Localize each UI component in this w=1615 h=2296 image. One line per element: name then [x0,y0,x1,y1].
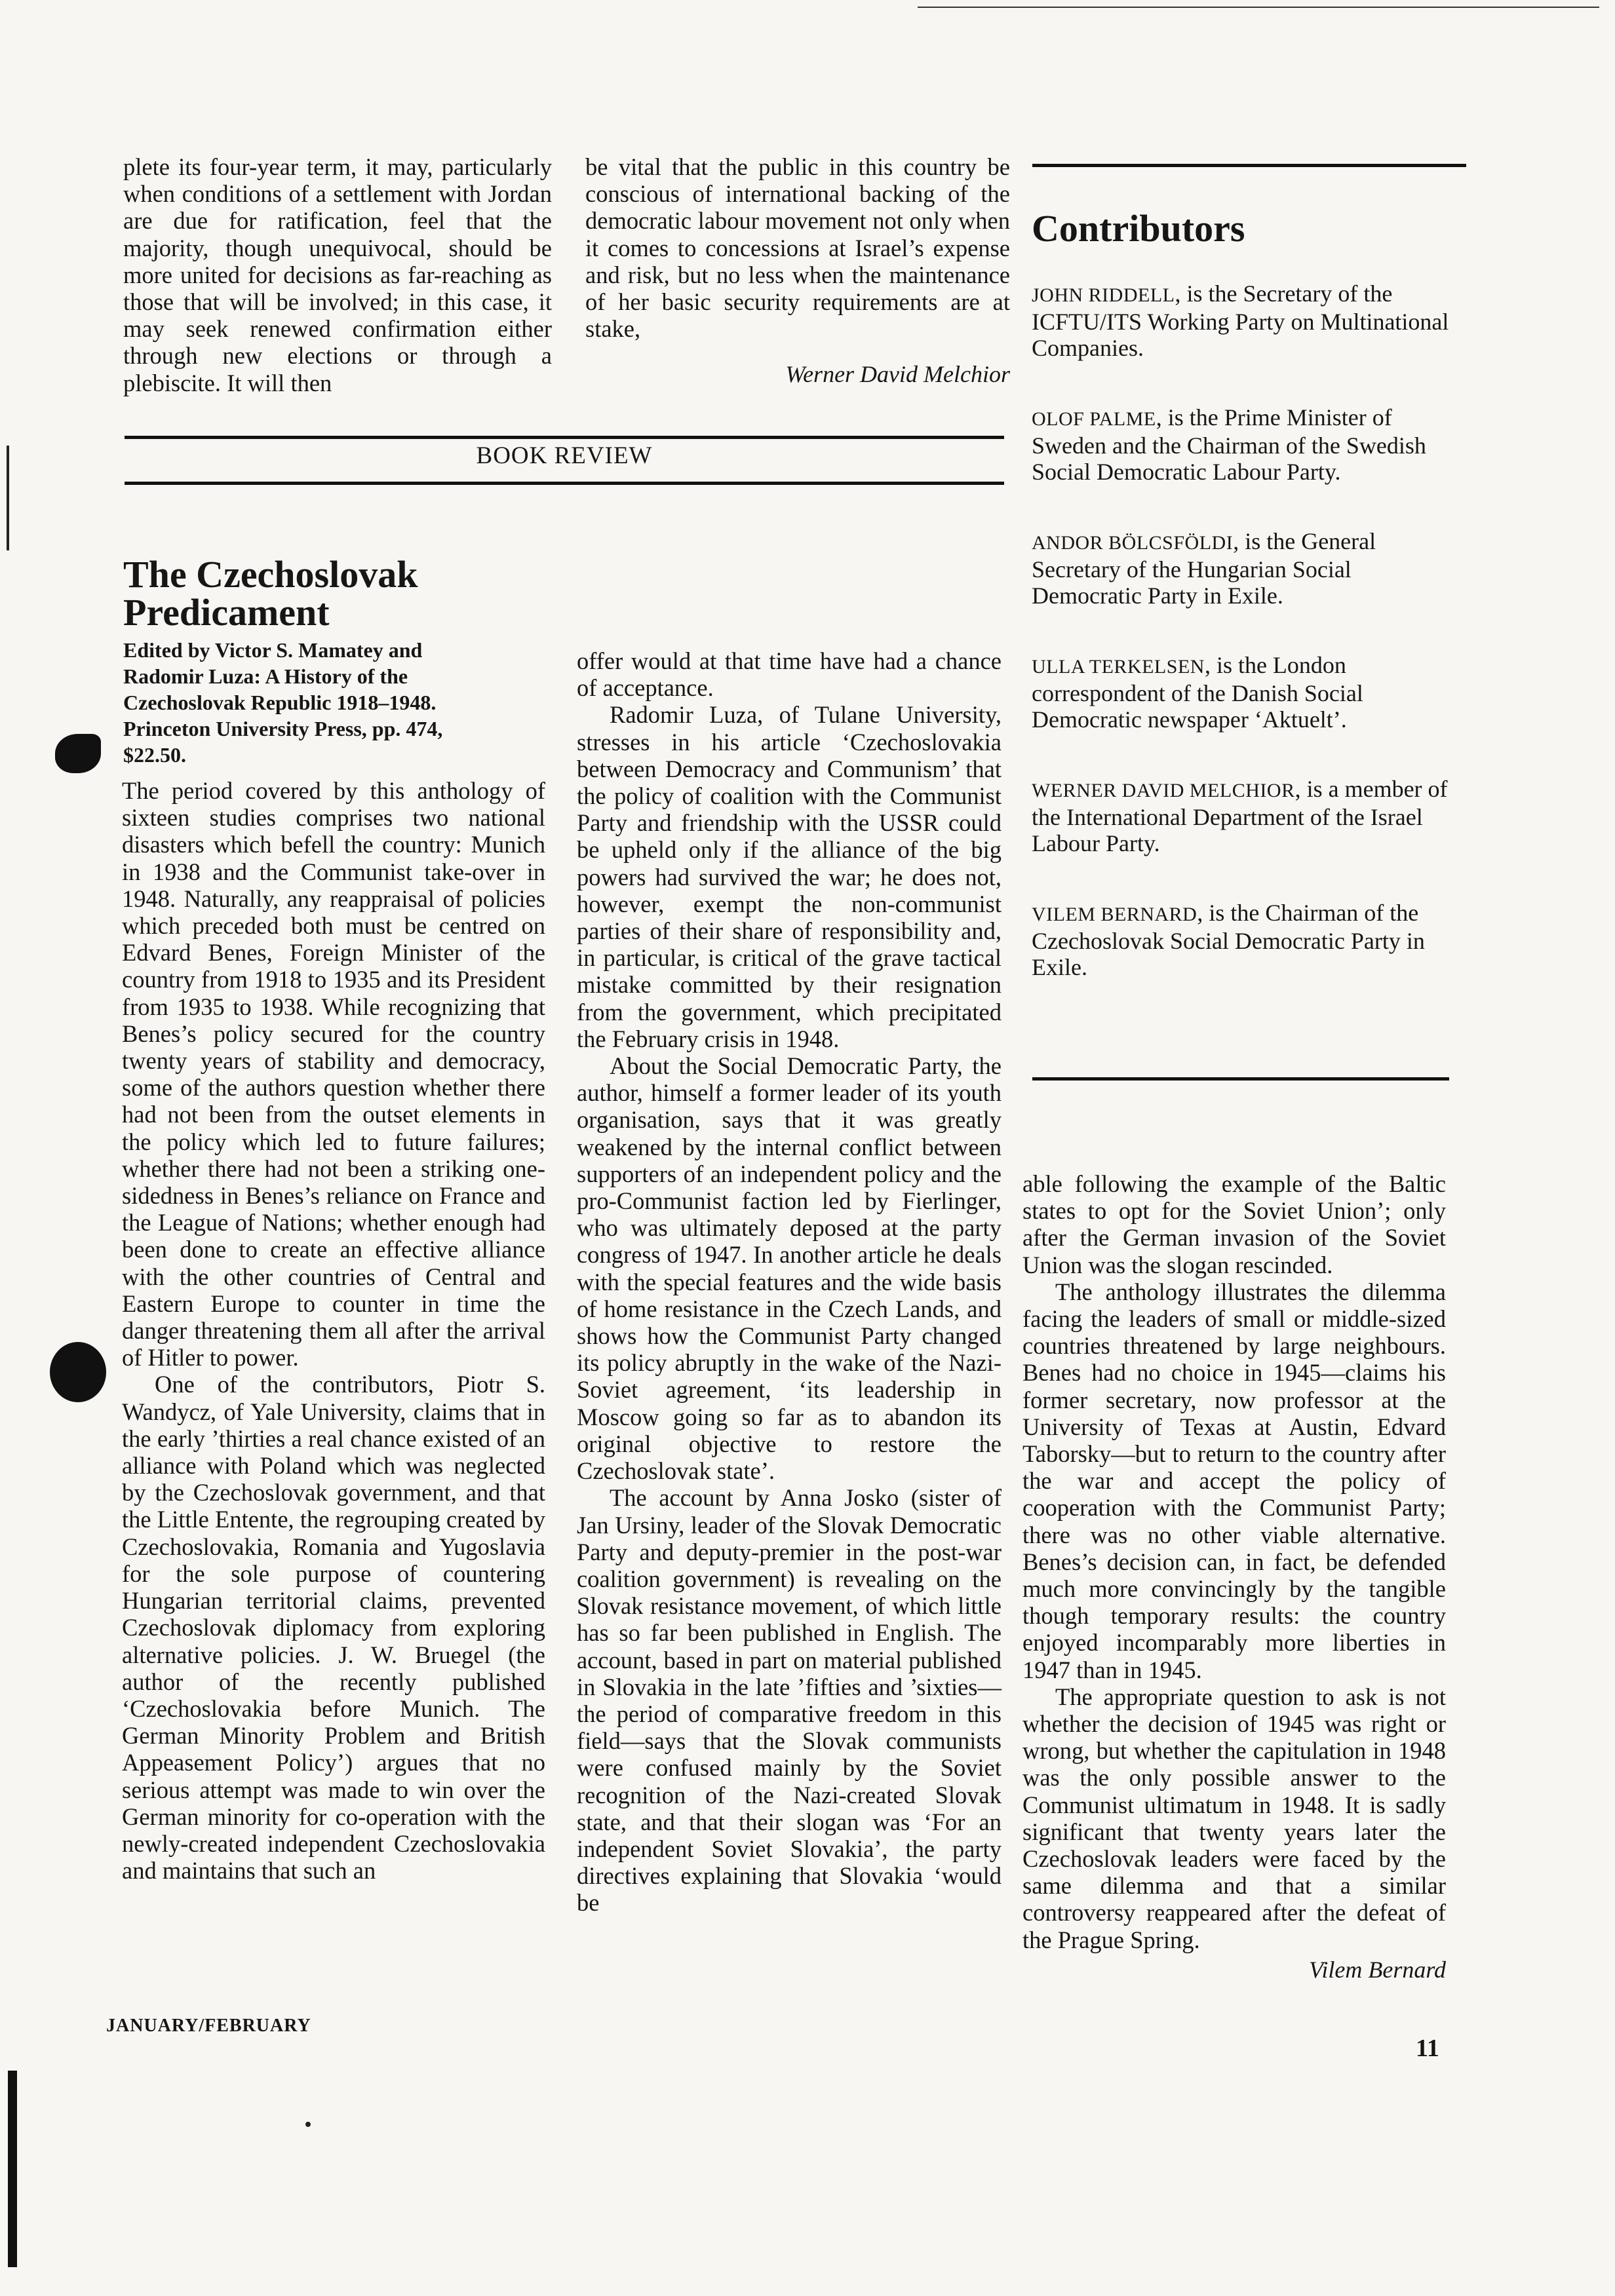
top-article-col1 [123,153,552,396]
top-edge-line [918,7,1599,8]
book-review-rule-top [125,436,1004,439]
review-col3-p2: The anthology illustrates the dilemma facing the leaders of small or middle-sized countries threatened by large neighbours. Benes had no choice in 1945—claims his former secretary, now professor at the University of Texas at Austin, Edvard Taborsky—but to return to the country after the war and accept the policy of cooperation with the Communist Party; there was no other viable alternative. Benes’s decision can, in fact, be defended much more convincingly by the tangible though temporary results: the country enjoyed incomparably more liberties in 1947 than in 1945. [1022,1278,1446,1683]
edge-mark-left [7,446,9,550]
edge-dot [305,2122,311,2127]
review-col2-p1: offer would at that time have had a chance of acceptance. [577,647,1002,702]
ink-blot-2 [50,1342,106,1402]
contributor-item: OLOF PALME, is the Prime Minister of Sweden and the Chairman of the Swedish Social Democratic Labour Party. [1032,404,1426,485]
review-title: The Czechoslovak Predicament [123,553,418,634]
contributors-list [1032,280,1460,980]
contributor-item: ULLA TERKELSEN, is the London correspondent of the Danish Social Democratic newspaper ‘Aktuelt’. [1032,652,1363,733]
book-review-rule-bottom [125,482,1004,485]
top-article-col2-text: be vital that the public in this country be conscious of international backing of the democratic labour movement not only when it comes to concessions at Israel’s expense and risk, but no less when the maintenance of her basic security requirements are at stake, [585,153,1010,343]
contributor-item: VILEM BERNARD, is the Chairman of the Czechoslovak Social Democratic Party in Exile. [1032,900,1425,980]
contributors-rule-top [1032,164,1466,167]
footer-issue: JANUARY/FEBRUARY [106,2016,311,2036]
review-col2-p4: The account by Anna Josko (sister of Jan Ursiny, leader of the Slovak Democratic Party and deputy-premier in the post-war coalition government) is revealing on the Slovak resistance movement, of which little has so far been published in English. The account, based in part on material published in Slovakia in the late ’fifties and ’sixties—the period of comparative freedom in this field—says that the Slovak communists were confused mainly by the Soviet recognition of the Nazi-created Slovak state, and that their slogan was ‘For an independent Soviet Slovakia’, the party directives explaining that Slovakia ‘would be [577,1484,1002,1917]
review-col2-p3: About the Social Democratic Party, the author, himself a former leader of its youth organisation, says that it was greatly weakened by the internal conflict between supporters of an independent policy and the pro-Communist faction led by Fierlinger, who was ultimately deposed at the party congress of 1947. In another article he deals with the special features and the wide basis of home resistance in the Czech Lands, and shows how the Communist Party changed its policy abruptly in the wake of the Nazi-Soviet agreement, ‘its leadership in Moscow going so far as to abandon its original objective to restore the Czechoslovak state’. [577,1052,1002,1485]
review-col1-p1: The period covered by this anthology of sixteen studies comprises two national disasters which befell the country: Munich in 1938 and the Communist take-over in 1948. Naturally, any reappraisal of policies which preceded both must be centred on Edvard Benes, Foreign Minister of the country from 1918 to 1935 and its President from 1935 to 1938. While recognizing that Benes’s policy secured for the country twenty years of stability and democracy, some of the authors question whether there had not been from the outset elements in the policy which led to future failures; whether there had not been a striking one-sidedness in Benes’s reliance on France and the League of Nations; whether enough had been done to create an effective alliance with the other countries of Central and Eastern Europe to counter in time the danger threatening them all after the arrival of Hitler to power. [122,777,545,1371]
contributors-title: Contributors [1032,207,1245,250]
review-col3 [1022,1170,1446,1983]
contributors-box [1032,208,1460,1024]
review-col2 [577,647,1002,1917]
review-header [123,553,556,768]
review-col1 [122,777,545,1884]
page-number: 11 [1416,2035,1439,2062]
section-label: BOOK REVIEW [476,442,653,469]
review-byline: Edited by Victor S. Mamatey and Radomir Luza: A History of the Czechoslovak Republic 1918–1948. Princeton University Press, pp. 474, $22.50. [123,638,443,767]
top-article-signature: Werner David Melchior [785,361,1010,388]
review-col2-p2: Radomir Luza, of Tulane University, stresses in his article ‘Czechoslovakia between Democracy and Communism’ that the policy of coalition with the Communist Party and friendship with the USSR could be upheld only if the alliance of the big powers had survived the war; he does not, however, exempt the non-communist parties of their share of responsibility and, in particular, is critical of the grave tactical mistake committed by their resignation from the government, which precipitated the February crisis in 1948. [577,701,1002,1052]
contributors-rule-bottom [1032,1077,1449,1081]
contributor-item: WERNER DAVID MELCHIOR, is a member of the International Department of the Israel Labour Party. [1032,776,1448,856]
ink-blot-1 [55,734,101,773]
review-signature: Vilem Bernard [1309,1956,1446,1983]
contributor-item: ANDOR BÖLCSFÖLDI, is the General Secretary of the Hungarian Social Democratic Party in Exile. [1032,528,1376,609]
review-col3-p1: able following the example of the Baltic states to opt for the Soviet Union’; only after the German invasion of the Soviet Union was the slogan rescinded. [1022,1170,1446,1278]
edge-mark-bottom [8,2071,17,2267]
review-col1-p2: One of the contributors, Piotr S. Wandycz, of Yale University, claims that in the early ’thirties a real chance existed of an alliance with Poland which was neglected by the Czechoslovak government, and that the Little Entente, the regrouping created by Czechoslovakia, Romania and Yugoslavia for the sole purpose of countering Hungarian territorial claims, prevented Czechoslovak diplomacy from exploring alternative policies. J. W. Bruegel (the author of the recently published ‘Czechoslovakia before Munich. The German Minority Problem and British Appeasement Policy’) argues that no serious attempt was made to win over the German minority for co-operation with the newly-created independent Czechoslovakia and maintains that such an [122,1371,545,1885]
review-col3-p3: The appropriate question to ask is not whether the decision of 1945 was right or wrong, but whether the capitulation in 1948 was the only possible answer to the Communist ultimatum in 1948. It is sadly significant that twenty years later the Czechoslovak leaders were faced by the same dilemma and that a similar controversy reappeared after the defeat of the Prague Spring. [1022,1683,1446,1953]
top-article-col1-text: plete its four-year term, it may, particularly when conditions of a settlement with Jordan are due for ratification, feel that the majority, though unequivocal, should be more united for decisions as far-reaching as those that will be involved; in this case, it may seek renewed confirmation either through new elections or through a plebiscite. It will then [123,153,552,396]
top-article-col2 [585,153,1010,388]
contributor-item: JOHN RIDDELL, is the Secretary of the ICFTU/ITS Working Party on Multinational Companies. [1032,280,1449,361]
